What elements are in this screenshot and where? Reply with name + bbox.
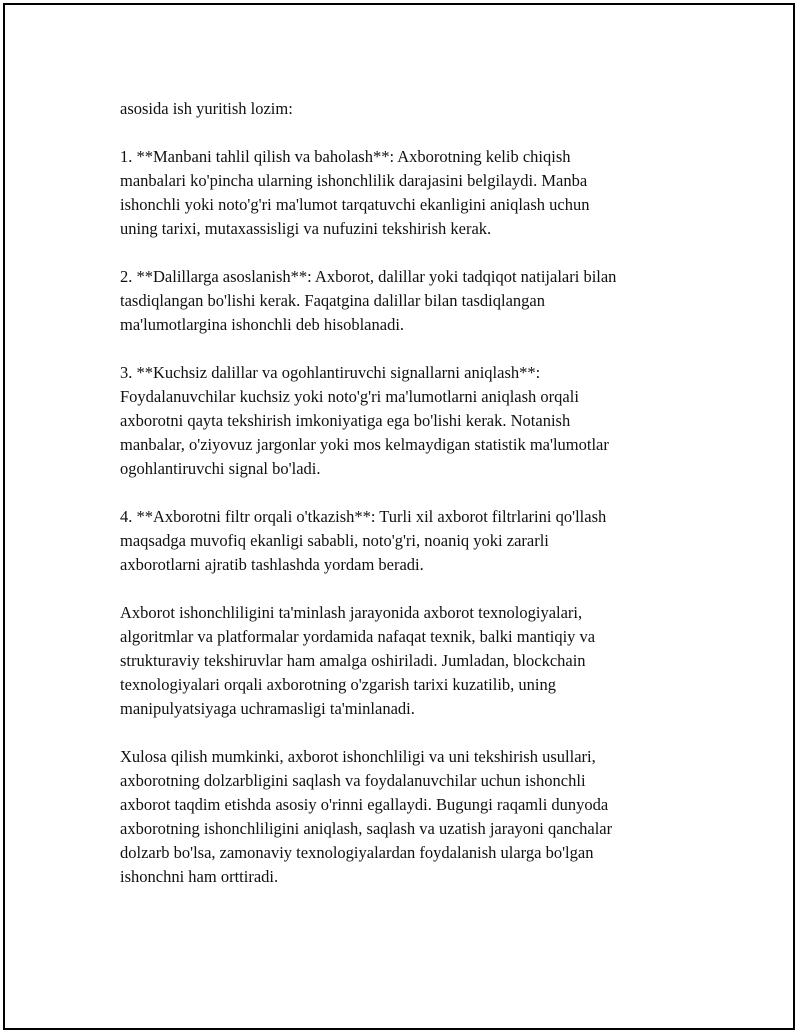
text-line: ogohlantiruvchi signal bo'ladi.: [120, 459, 321, 478]
paragraph-point-1: [120, 145, 690, 241]
paragraph-point-2: [120, 265, 690, 337]
paragraph-technology: [120, 601, 690, 721]
text-line: manbalari ko'pincha ularning ishonchlilik darajasini belgilaydi. Manba: [120, 171, 588, 190]
text-line: ishonchni ham orttiradi.: [120, 867, 279, 886]
text-line: asosida ish yuritish lozim:: [120, 99, 293, 118]
text-line: Foydalanuvchilar kuchsiz yoki noto'g'ri ma'lumotlarni aniqlash orqali: [120, 387, 579, 406]
paragraph-point-3: [120, 361, 690, 481]
text-line: 4. **Axborotni filtr orqali o'tkazish**: Turli xil axborot filtrlarini qo'llash: [120, 507, 607, 526]
page-frame: [3, 3, 795, 1030]
text-line: texnologiyalari orqali axborotning o'zgarish tarixi kuzatilib, uning: [120, 675, 556, 694]
text-line: ishonchli yoki noto'g'ri ma'lumot tarqatuvchi ekanligini aniqlash uchun: [120, 195, 590, 214]
paragraph-intro: [120, 97, 690, 121]
text-line: Axborot ishonchliligini ta'minlash jarayonida axborot texnologiyalari,: [120, 603, 583, 622]
text-line: 2. **Dalillarga asoslanish**: Axborot, dalillar yoki tadqiqot natijalari bilan: [120, 267, 617, 286]
text-line: manipulyatsiyaga uchramasligi ta'minlanadi.: [120, 699, 415, 718]
text-line: axborot taqdim etishda asosiy o'rinni egallaydi. Bugungi raqamli dunyoda: [120, 795, 609, 814]
text-line: algoritmlar va platformalar yordamida nafaqat texnik, balki mantiqiy va: [120, 627, 596, 646]
text-line: axborotning dolzarbligini saqlash va foydalanuvchilar uchun ishonchli: [120, 771, 586, 790]
text-line: axborotni qayta tekshirish imkoniyatiga ega bo'lishi kerak. Notanish: [120, 411, 571, 430]
text-line: ma'lumotlargina ishonchli deb hisoblanadi.: [120, 315, 405, 334]
text-line: 3. **Kuchsiz dalillar va ogohlantiruvchi signallarni aniqlash**:: [120, 363, 541, 382]
text-line: dolzarb bo'lsa, zamonaviy texnologiyalardan foydalanish ularga bo'lgan: [120, 843, 594, 862]
text-line: 1. **Manbani tahlil qilish va baholash**: Axborotning kelib chiqish: [120, 147, 571, 166]
paragraph-conclusion: [120, 745, 690, 889]
text-line: Xulosa qilish mumkinki, axborot ishonchliligi va uni tekshirish usullari,: [120, 747, 596, 766]
document-body: [120, 97, 690, 913]
text-line: axborotning ishonchliligini aniqlash, saqlash va uzatish jarayoni qanchalar: [120, 819, 613, 838]
text-line: tasdiqlangan bo'lishi kerak. Faqatgina dalillar bilan tasdiqlangan: [120, 291, 545, 310]
text-line: uning tarixi, mutaxassisligi va nufuzini tekshirish kerak.: [120, 219, 492, 238]
text-line: strukturaviy tekshiruvlar ham amalga oshiriladi. Jumladan, blockchain: [120, 651, 586, 670]
text-line: axborotlarni ajratib tashlashda yordam beradi.: [120, 555, 424, 574]
paragraph-point-4: [120, 505, 690, 577]
text-line: maqsadga muvofiq ekanligi sababli, noto'g'ri, noaniq yoki zararli: [120, 531, 549, 550]
text-line: manbalar, o'ziyovuz jargonlar yoki mos kelmaydigan statistik ma'lumotlar: [120, 435, 609, 454]
